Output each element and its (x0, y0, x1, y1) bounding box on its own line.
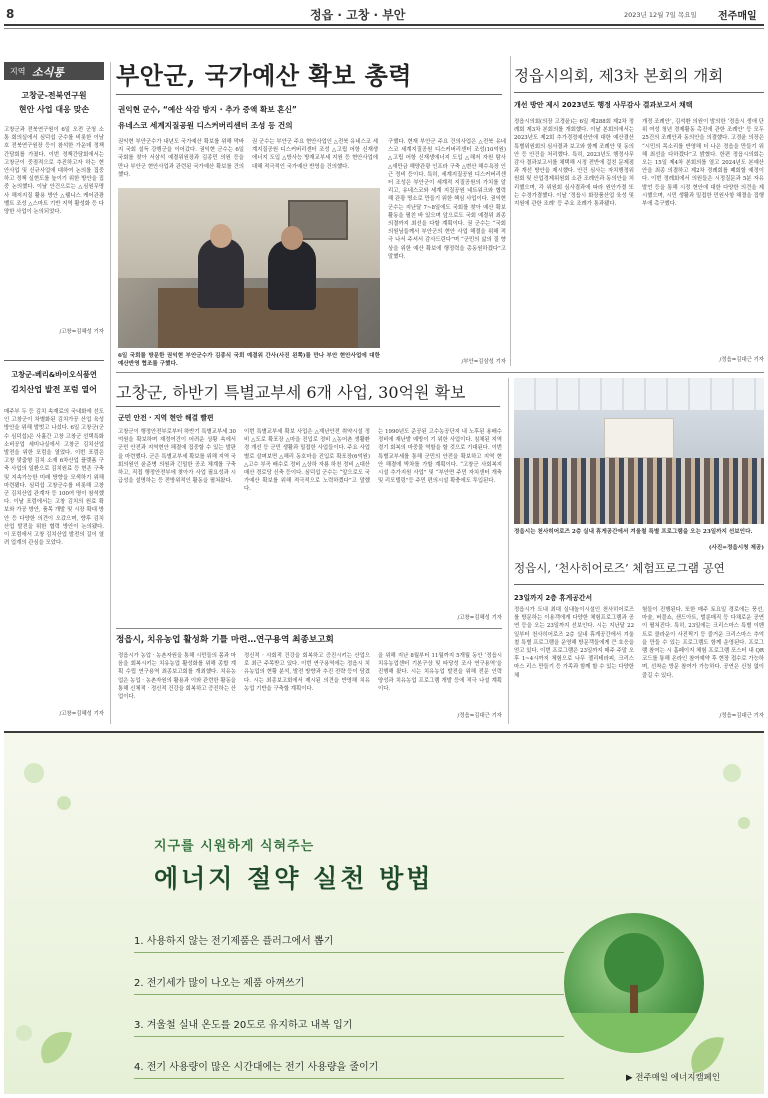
photo-person-right (268, 240, 316, 310)
article2-col2: 개정 조례안’, 김석환 의원이 발의한 ‘정읍시 생애 단위 여성 청년 경제활동 촉진에 관한 조례안’ 등 모두 25건의 조례안과 동의안을 의결했다. 고경윤 의장은 “시민의 목소리를 반영해 더 나은 정읍을 만들기 위해 최선을 다하겠다”고 밝혔다. 한편 정읍시의회는 오는 15일 제4차 본회의를 열고 2024년도 본예산안을 최종 의결하고 제2차 정례회를 폐회할 예정이다. 이번 정례회에서 의원들은 시정질문과 5분 자유발언 등을 통해 시정 현안에 대한 다양한 의견을 제시했으며, 시민 생활과 밀접한 민원사항 해결을 집행부에 촉구했다. (642, 119, 764, 208)
sidebar-news2-title-1: 고창군-베리&바이오식품연 (11, 370, 97, 379)
energy-campaign-banner (4, 731, 764, 1094)
banner-title: 에너지 절약 실천 방법 (154, 864, 434, 893)
photo-table (158, 288, 358, 348)
row-rule-1 (116, 372, 764, 373)
banner-bubble-1 (24, 763, 44, 783)
banner-list-item: 2. 전기세가 많이 나오는 제품 아껴쓰기 (134, 973, 564, 995)
article5-subhead: 23일까지 2층 휴게공간서 (514, 594, 593, 602)
photo-head-right (281, 226, 303, 250)
article5-photo (514, 378, 764, 524)
article3-col2: 이번 특별교부세 확보 사업은 △재난안전 취약시설 정비 △도로 확포장 △마을 진입로 정비 △농어촌 생활환경 개선 등 군민 생활과 밀접한 사업들이다. 주요 사업별로 살펴보면 △해리 동호마을 진입로 확포장(6억원) △고수 부곡 배수로 정비 △상하 자룡 하천 정비 △대산 매산 경로당 신축 등이다. 심덕섭 군수는 “앞으로도 국가예산 확보를 위해 적극적으로 노력하겠다”고 말했다. (244, 429, 370, 493)
article2-subhead: 개선 방안 제시 2023년도 행정 사무감사 결과보고서 채택 (514, 101, 693, 109)
article5-col2: 험들이 진행된다. 또한 매주 토요일 경로에는 풍선, 마술, 버블쇼, 샌드아트, 벌룬매직 등 다채로운 공연이 펼쳐진다. 특히, 23일에는 크리스마스 특별 이벤트로 클라운이 사진찍기 등 즐거운 크리스마스 추억을 만들 수 있는 프로그램도 함께 운영된다. 프로그램 참여는 시 홈페이지 체험 프로그램 포스터 내 QR코드를 통해 온라인 참여예약 후 현장 접수로 가능하며, 선착순 방문 참여가 가능하다. 공연은 신청 없이 즐길 수 있다. (642, 607, 764, 679)
banner-list (134, 931, 564, 1079)
sidebar-tag-title: 소식통 (32, 66, 64, 79)
article1-rule (116, 94, 502, 95)
article4-byline: /정읍=김대근 기자 (457, 713, 502, 719)
article1-subhead2: 유네스코 세계지질공원 디스커버리센터 조성 등 건의 (118, 121, 293, 130)
article4-headline: 정읍시, 치유농업 활성화 기틀 마련…연구용역 최종보고회 (116, 635, 334, 645)
article5-headline: 정읍시, ‘천사히어로즈’ 체험프로그램 공연 (514, 561, 725, 575)
banner-top-text: 지구를 시원하게 식혀주는 (154, 839, 315, 854)
issue-date: 2023년 12월 7일 목요일 (624, 11, 697, 19)
col-rule-lower (508, 378, 509, 724)
article4-col3: 을 위해 지난 8월부터 11월까지 5개월 동안 ‘정읍시 치유농업센터 기본구상 및 타당성 조사 연구용역’을 진행해 왔다. 시는 치유농업 발전을 위해 전문 인력 양성과 치유농업 프로그램 개발 등에 적극 나설 계획이다. (378, 653, 502, 692)
globe-tree (604, 933, 664, 993)
banner-list-item: 3. 겨울철 실내 온도를 20도로 유지하고 내복 입기 (134, 1015, 564, 1037)
banner-campaign-label: ▶ 전주매일 에너지캠페인 (626, 1073, 721, 1083)
article5-photo-credit: (사진=정읍시청 제공) (708, 545, 764, 551)
article5-rule (514, 584, 764, 585)
article2-rule (514, 92, 764, 93)
photo-crowd (514, 458, 764, 524)
banner-list-item: 1. 사용하지 않는 전기제품은 플러그에서 뽑기 (134, 931, 564, 953)
banner-bubble-3 (723, 764, 741, 782)
article1-col2: 권 군수는 부안군 주요 현안사업인 △전북 유네스코 세계지질공원 디스커버리센터 조성 △고립 어항 신재생에너지 도입 △방사능 방재교부세 지원 등 현안사업에 대해 적극적인 국가예산 반영을 건의했다. (252, 139, 378, 170)
article4-col1: 정읍시가 농업 · 농촌자원을 통해 시민들의 몸과 마음을 회복시키는 치유농업 활성화를 위해 종합 계획 수립 연구용역 최종보고회를 개최했다. 치유농업은 농업 · 농촌자원의 활용과 이와 관련한 활동을 통해 신체적 · 정신적 건강을 회복하고 증진하는 산업이다. (118, 653, 236, 701)
article3-headline: 고창군, 하반기 특별교부세 6개 사업, 30억원 확보 (116, 383, 466, 402)
leaf-icon-2 (41, 1032, 72, 1063)
page-number: 8 (6, 7, 15, 21)
col-rule-main (510, 56, 511, 366)
article1-subhead1: 권익현 군수, “예산 삭감 방지 · 추가 증액 확보 혼신” (118, 105, 297, 114)
article3-col1: 고창군이 행정안전부로부터 하반기 특별교부세 30억원을 확보하며 재정여건이 어려운 상황 속에서 군민 안전과 지역현안 해결에 집중할 수 있는 발판을 마련했다. 군은 특별교부세 확보를 위해 지역 국회의원인 윤준병 의원과 긴밀한 공조 체계를 구축하고, 직접 행정안전부에 찾아가 사업 필요성과 시급성을 설명하는 등 전방위적인 활동을 펼쳐왔다. (118, 429, 236, 485)
article2-col1: 정읍시의회(의장 고경윤)는 6일 제288회 제2차 정례회 제3차 본회의를 개회했다. 이날 본회의에서는 2023년도 제2회 추가경정예산안에 대한 예산결산특별위원회의 심사결과 보고와 함께 조례안 및 동의안 등 안건을 처리했다. 특히, 2023년도 행정사무감사 결과보고서를 채택해 시정 전반에 걸친 문제점과 개선 방안을 제시했다. 안건 심사는 자치행정위원회 및 산업경제위원회 소관 조례안과 동의안을 처리했으며, 각 위원회 심사결과에 따라 원안가결 또는 수정가결했다. 이날 ‘정읍시 화장품산업 육성 및 지원에 관한 조례’ 등 주요 조례가 통과됐다. (514, 119, 634, 208)
article2-byline: /정읍=김대근 기자 (719, 357, 764, 363)
article3-col3: 는 1990년도 준공된 고수농공단지 내 노후된 용배수 정비에 재난발 예방이 기 위한 사업이다. 침체된 지역 경기 회복의 마중물 역할을 할 것으로 기대된다. 이번 특별교부세를 통해 군민의 안전을 확보하고 지역 현안 해결에 박차를 가할 계획이다. “고창군 사회복지시설 추가지원 사업” 및 “부안면 주민 자치센터 개축 및 리모델링”등 주민 편의시설 확충에도 투입된다. (378, 429, 502, 485)
article3-byline: /고창=김혜성 기자 (457, 615, 502, 621)
header-rule-thin (4, 28, 764, 29)
sidebar-news1-byline: /고창=김혜성 기자 (59, 329, 104, 335)
sidebar-news2-body: 매주부 두 등 김치 속재료의 국내화에 선도인 고창군이 차별화된 김치가공 산업 육성 방안을 위해 발벗고 나섰다. 6일 고창군(군수 심덕섭)은 사흘간 고창 고창군 선택특화 소비공업 세미나실에서 고창군 김치산업 발전을 위한 포럼을 열었다. 이번 포럼은 고창 맞춤형 김치 소재 6차산업 플랫폼 구축 사업의 일환으로 김치원료 등 현존 구축 및 지속가능한 미래 방향을 모색하기 위해 마련됐다. 심덕섭 고창군수를 비롯해 고창군 김치산업 관계자 등 100여 명이 참석했다. 이날 포럼에서는 고창 김치의 원료 확보와 가공 방안, 품목 개발 및 시장 확대 방안 등 다양한 의견이 오갔으며, 향후 김치 산업 발전을 위한 협력 방안이 논의됐다. 이 포럼에서 고창 김치산업 발전의 길이 열려 업계의 관심을 모았다. (4, 409, 104, 547)
banner-bubble-4 (738, 817, 750, 829)
article5-byline: /정읍=김대근 기자 (719, 713, 764, 719)
section-title: 정읍 · 고창 · 부안 (310, 8, 406, 22)
sidebar-divider (4, 360, 104, 361)
sidebar-tag-prefix: 지역 (10, 67, 26, 76)
photo-head-left (210, 224, 232, 248)
sidebar (4, 62, 104, 724)
sidebar-news2-byline: /고창=김혜성 기자 (59, 711, 104, 717)
article1-photo (118, 188, 380, 348)
sidebar-news1-title-1: 고창군-전북연구원 (21, 91, 87, 100)
article1-photo-caption: 6일 국회를 방문한 권익현 부안군수가 김종식 국회 예결위 간사(사진 왼쪽)를 만나 부안 현안사업에 대한 예산반영 협조를 구했다. (118, 353, 380, 368)
article1-col1: 권익현 부안군수가 내년도 국가예산 확보를 위해 막바지 국회 설득 강행군을 이어갔다. 권익현 군수는 6일 국회를 찾아 서삼석 예결위원장과 김종민 의원 등을 만나 부안군 현안사업과 관련된 국가예산 확보를 건의했다. (118, 139, 244, 178)
brand-name: 전주매일 (718, 11, 757, 22)
globe-ground (564, 1013, 704, 1053)
article2-headline: 정읍시의회, 제3차 본회의 개회 (514, 67, 724, 85)
article1-headline: 부안군, 국가예산 확보 총력 (116, 61, 412, 90)
sidebar-rule (110, 62, 111, 724)
sidebar-news1-title-2: 현안 사업 대응 맞손 (18, 105, 90, 114)
article5-photo-caption: 정읍시는 천사히어로즈 2층 실내 휴게공간에서 겨울철 특별 프로그램을 오는 23일까지 선보인다. (514, 529, 753, 535)
banner-bubble-5 (16, 1025, 32, 1041)
sidebar-news2-title-2: 김치산업 발전 포럼 열어 (11, 385, 97, 394)
header-rule (4, 24, 764, 26)
article1-col3: 구했다. 현재 부안군 주요 건의사업은 △전북 유네스코 세계지질공원 디스커버리센터 조성(10억원) △고립 어항 신재생에너지 도입 △해저 자원 탐사 △새만금 해양관광 인프라 구축 △변산 해수욕장 인근 정비 등이다. 특히, 세계지질공원 디스커버리센터 조성은 부안군이 세계적 지질공원의 가치를 알리고, 유네스코와 세계 지질공원 네트워크와 협력해 관광 명소로 만들기 위한 핵심 사업이다. 권익현 군수는 지난달 7~8일에도 국회를 찾아 예산 확보 활동을 펼친 바 있으며 앞으로도 국회 예결위 최종 의결까지 최선을 다할 계획이다. 권 군수는 “국회 의원님들께서 부안군의 현안 사업 해결을 위해 적극 나서 주셔서 감사드린다”며 “군민의 삶의 질 향상을 위한 예산 확보에 행정력을 총동원하겠다”고 말했다. (388, 139, 506, 260)
article1-byline: /부안=김삼성 기자 (461, 359, 506, 365)
banner-list-item: 4. 전기 사용량이 많은 시간대에는 전기 사용량을 줄이기 (134, 1057, 564, 1079)
article3-subhead: 군민 안전 · 지역 현안 해결 빨편 (118, 414, 214, 422)
banner-bubble-2 (57, 796, 71, 810)
banner-globe (564, 913, 704, 1053)
article3-rule (116, 406, 500, 407)
sidebar-news1-body: 고창군과 전북연구원이 6일 오전 군청 소통 회의실에서 심덕섭 군수를 비롯한 이남호 전북연구원장 등이 참석한 가운데 정책간담회를 가졌다. 이번 정책간담회에서는 고창군이 중점적으로 추진하고자 하는 현안사업 및 신규사업에 대하여 논의를 집중하고 정책 실현도를 높이기 위한 방안을 집중 논의했다. 이날 안건으로는 △심원무명사 해저지질 활용 방안 △웰니스 케어관광벨트 조성 △스마트 기반 지역 활성화 등 다양한 사업이 논의되었다. (4, 127, 104, 216)
article4-col2: 정신적 · 사회적 건강을 회복하고 증진시키는 산업으로 최근 주목받고 있다. 이번 연구용역에는 정읍시 치유농업의 현황 분석, 발전 방향과 추진 전략 등이 담겼다. 시는 최종보고회에서 제시된 의견을 반영해 치유농업 기반을 구축할 계획이다. (244, 653, 370, 692)
photo-person-left (198, 238, 244, 308)
row-rule-2 (116, 628, 502, 629)
article5-col1: 정읍시가 도내 최대 실내놀이시설인 천사히어로즈를 방문하는 이용객에게 다양한 체험프로그램과 공연 등을 오는 23일까지 선보인다. 시는 지난달 22일부터 천사히어로즈 2층 실내 휴게공간에서 겨울철 특별 프로그램을 운영해 방문객들에게 큰 호응을 얻고 있다. 이번 프로그램은 23일까지 매주 주말 오후 1~4시까지 체험으로 나무 젤리테라피, 크리스마스 리스 만들기 등 가족과 함께 할 수 있는 다양한 체 (514, 607, 634, 679)
photo-stage (604, 418, 674, 458)
sidebar-tag (4, 62, 104, 80)
photo-ceiling (514, 378, 764, 410)
